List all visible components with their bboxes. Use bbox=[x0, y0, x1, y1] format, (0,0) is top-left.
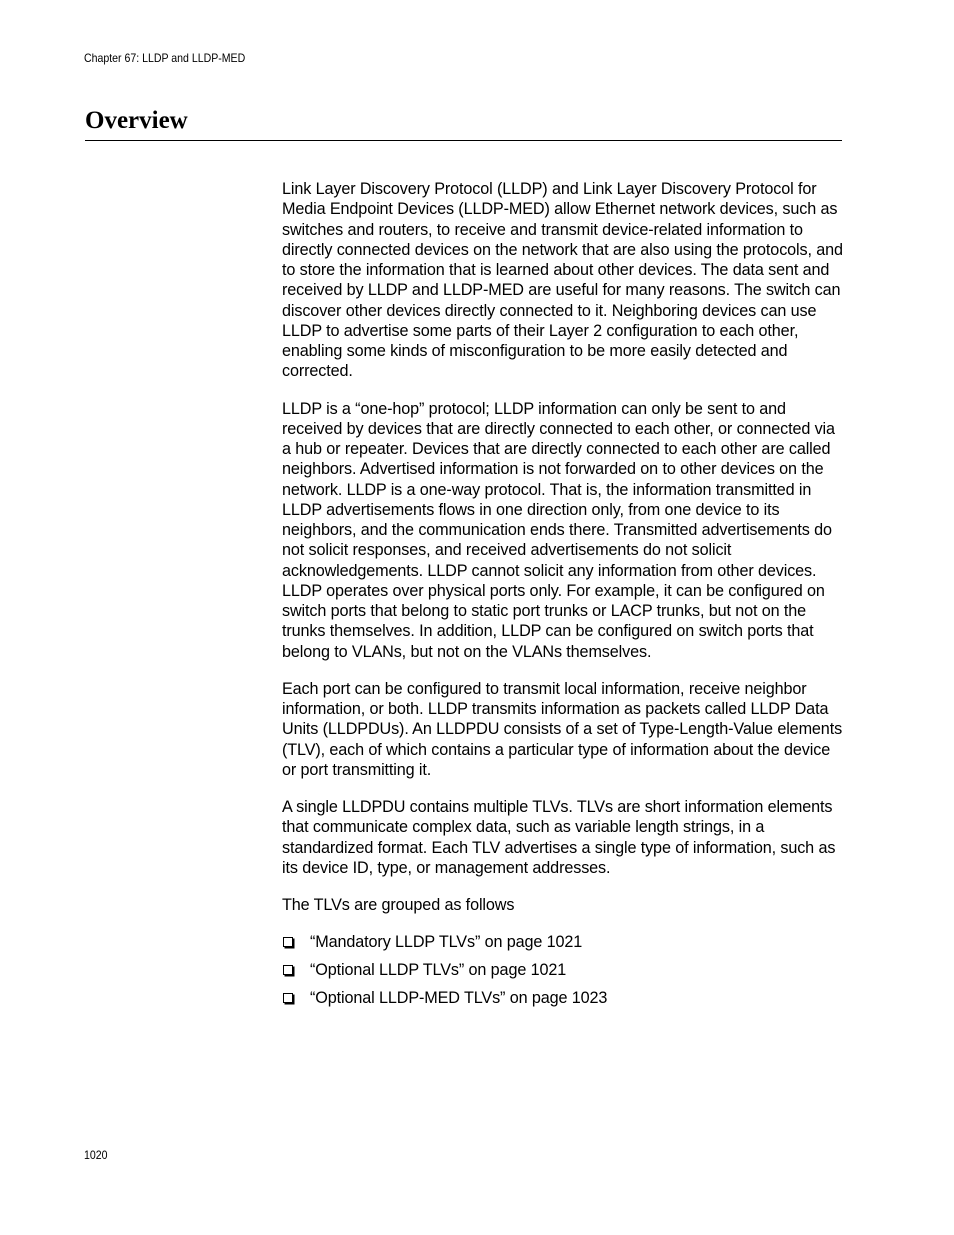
paragraph-tlv: A single LLDPDU contains multiple TLVs. TLVs are short information elements that communicate complex data, such as variable length strings, in a standardized format. Each TLV advertises a single type of information, such as its device ID, type, or management addresses. bbox=[282, 798, 836, 877]
list-item bbox=[282, 960, 844, 988]
body-text bbox=[282, 179, 844, 1016]
hollow-square-bullet-icon bbox=[283, 937, 293, 947]
link-mandatory-lldp-tlvs[interactable]: “Mandatory LLDP TLVs” on page 1021 bbox=[310, 933, 583, 952]
tlv-group-list bbox=[282, 932, 844, 1016]
paragraph-one-hop: LLDP is a “one-hop” protocol; LLDP information can only be sent to and received by devices that are directly connected to each other, or connected via a hub or repeater. Devices that are directly connected to each other are called neighbors. Advertised information is not forwarded on to other devices on the network. LLDP is a one-way protocol. That is, the information transmitted in LLDP advertisements flows in one direction only, from one device to its neighbors, and the communication ends there. Transmitted advertisements do not solicit responses, and received advertisements do not solicit acknowledgements. LLDP cannot solicit any information from other devices. LLDP operates over physical ports only. For example, it can be configured on switch ports that belong to static port trunks or LACP trunks, but not on the trunks themselves. In addition, LLDP can be configured on switch ports that belong to VLANs, but not on the VLANs themselves. bbox=[282, 399, 835, 661]
title-divider bbox=[85, 140, 842, 141]
hollow-square-bullet-icon bbox=[283, 965, 293, 975]
paragraph-lldp-intro: Link Layer Discovery Protocol (LLDP) and Link Layer Discovery Protocol for Media Endpoint Devices (LLDP-MED) allow Ethernet network devices, such as switches and routers, to receive and transmit device-related information to directly connected devices on the network that are also using the protocols, and to store the information that is learned about other devices. The data sent and received by LLDP and LLDP-MED are useful for many reasons. The switch can discover other devices directly connected to it. Neighboring devices can use LLDP to advertise some parts of their Layer 2 configuration to each other, enabling some kinds of misconfiguration to be more easily detected and corrected. bbox=[282, 180, 843, 381]
page-number: 1020 bbox=[84, 1148, 108, 1162]
paragraph-lldpdu: Each port can be configured to transmit local information, receive neighbor information, or both. LLDP transmits information as packets called LLDP Data Units (LLDPDUs). An LLDPDU consists of a set of Type-Length-Value elements (TLV), each of which contains a particular type of information about the device or port transmitting it. bbox=[282, 679, 843, 779]
paragraph-tlv-groups-intro: The TLVs are grouped as follows bbox=[282, 896, 515, 914]
section-title: Overview bbox=[85, 107, 188, 134]
list-item bbox=[282, 988, 844, 1016]
link-optional-lldp-tlvs[interactable]: “Optional LLDP TLVs” on page 1021 bbox=[310, 961, 567, 980]
running-header: Chapter 67: LLDP and LLDP-MED bbox=[84, 51, 246, 65]
hollow-square-bullet-icon bbox=[283, 993, 293, 1003]
list-item bbox=[282, 932, 844, 960]
link-optional-lldp-med-tlvs[interactable]: “Optional LLDP-MED TLVs” on page 1023 bbox=[310, 989, 608, 1008]
